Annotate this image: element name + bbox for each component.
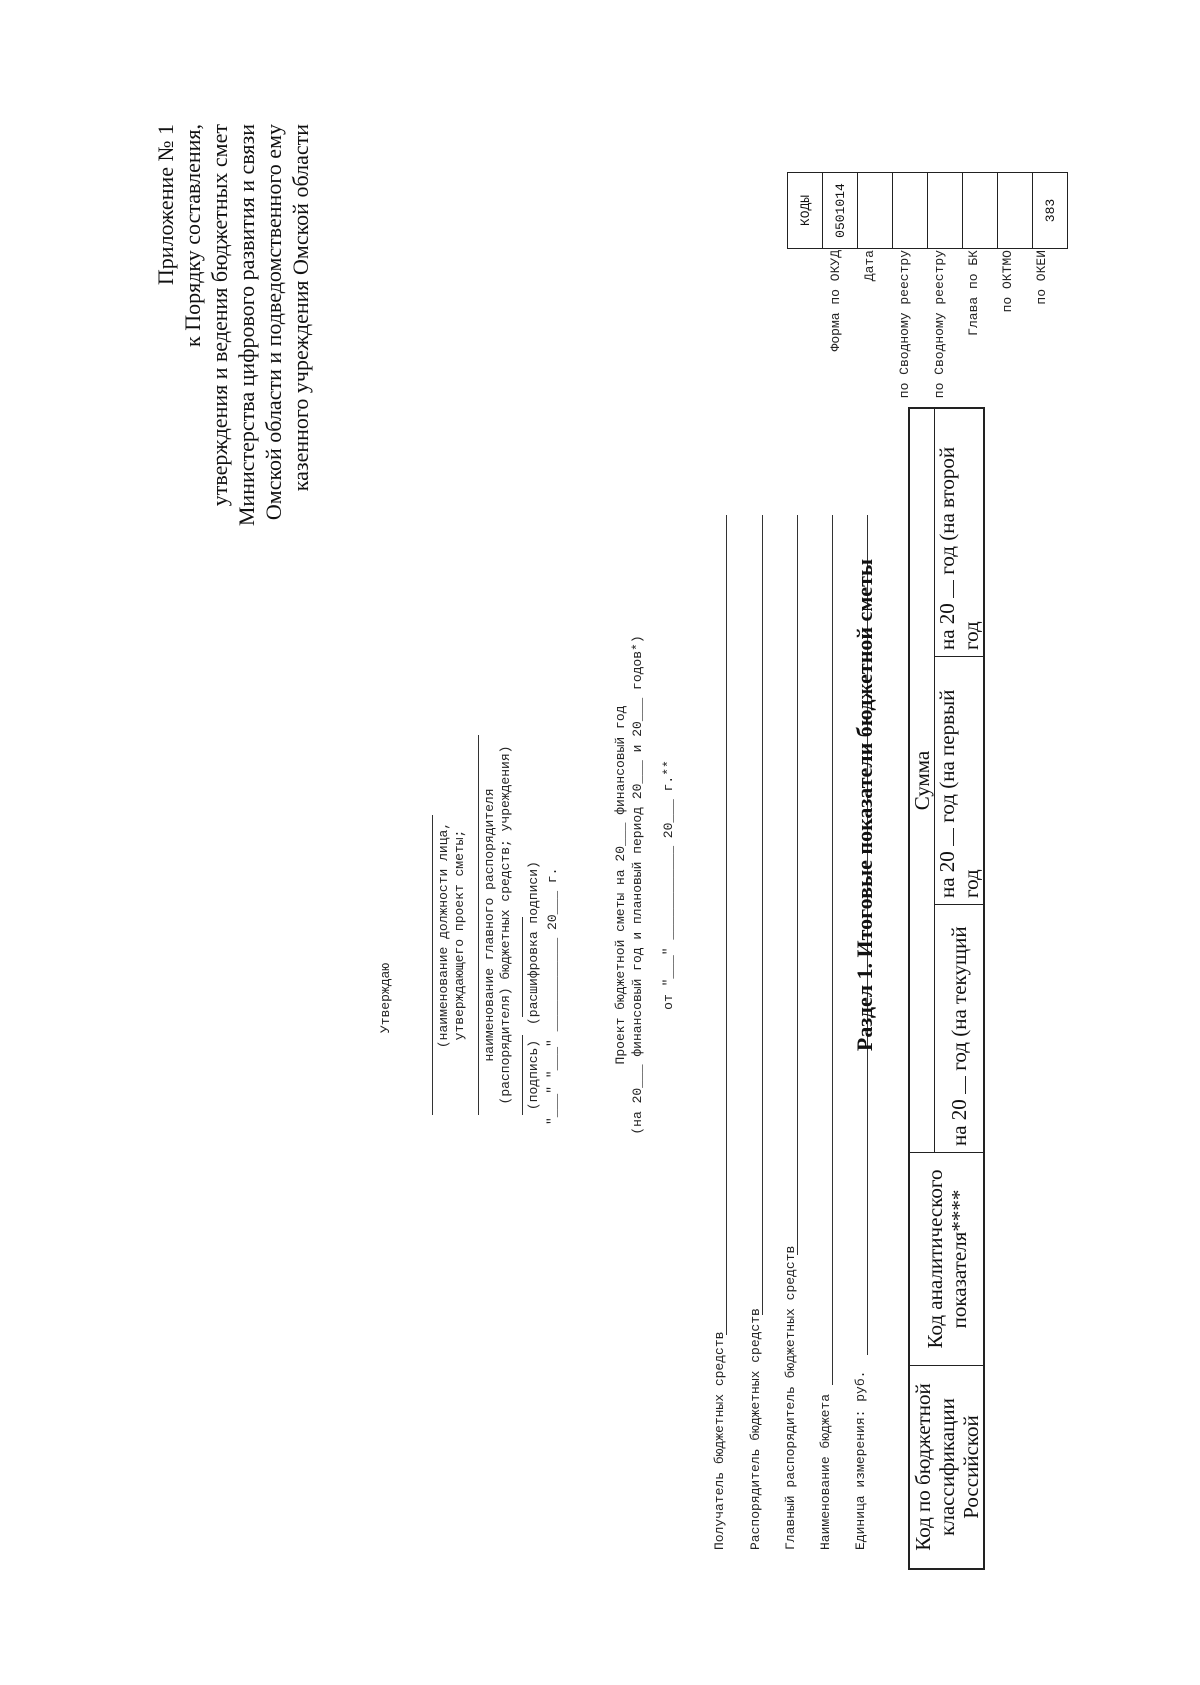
approval-date: "___" "___" ____________ 20___ г. bbox=[545, 867, 560, 1125]
code-bk bbox=[963, 173, 998, 249]
form-label-unit: Единица измерения: руб. bbox=[853, 1370, 868, 1550]
code-label-okei: по ОКЕИ bbox=[1034, 250, 1049, 305]
codes-header: КОДЫ bbox=[788, 173, 823, 249]
code-oktmo bbox=[998, 173, 1033, 249]
code-okud: 0501014 bbox=[823, 173, 858, 249]
header-sum-first bbox=[935, 657, 985, 905]
org-caption: наименование главного распорядителя bbox=[482, 788, 497, 1062]
sign-line bbox=[522, 1035, 523, 1115]
decode-caption: (расшифровка подписи) bbox=[526, 861, 541, 1025]
sum-prefix: на 20 bbox=[935, 851, 959, 898]
appendix-line: утверждения и ведения бюджетных смет bbox=[207, 124, 232, 507]
summary-table bbox=[908, 407, 985, 1570]
header-analytic-code bbox=[909, 1153, 984, 1366]
code-label-bk: Глава по БК bbox=[966, 250, 981, 336]
project-title bbox=[612, 625, 677, 1145]
form-label-manager: Распорядитель бюджетных средств bbox=[748, 1308, 763, 1550]
header-bk-code-line: Код по бюджетной bbox=[910, 1383, 935, 1551]
form-line-chief-manager bbox=[797, 515, 798, 1255]
sum-suffix: год (на первый год bbox=[935, 689, 983, 898]
appendix-note bbox=[152, 124, 314, 884]
appendix-line: к Порядку составления, bbox=[180, 124, 205, 347]
appendix-line: Министерства цифрового развития и связи bbox=[234, 124, 259, 527]
sign-caption: (подпись) bbox=[526, 1039, 541, 1111]
org-caption: (распорядителя) бюджетных средств; учреждения) bbox=[498, 745, 513, 1105]
code-label-okud: Форма по ОКУД bbox=[828, 250, 843, 352]
code-okei: 383 bbox=[1033, 173, 1068, 249]
position-caption: утверждающего проект сметы; bbox=[452, 829, 467, 1041]
project-title-line: (на 20___ финансовый год и плановый период 20___ и 20___ годов*) bbox=[630, 635, 645, 1135]
approval-title: Утверждаю bbox=[378, 962, 393, 1034]
sum-prefix: на 20 bbox=[947, 1099, 971, 1146]
position-caption: (наименование должности лица, bbox=[436, 821, 451, 1049]
code-label-register: по Сводному реестру bbox=[932, 250, 947, 399]
code-register-2 bbox=[928, 173, 963, 249]
code-label-oktmo: по ОКТМО bbox=[1000, 250, 1015, 313]
form-label-chief-manager: Главный распорядитель бюджетных средств bbox=[783, 1245, 798, 1550]
header-bk-code-line: классификации Российской bbox=[934, 1398, 983, 1536]
header-sum: Сумма bbox=[909, 408, 935, 1153]
form-line-budget-name bbox=[832, 515, 833, 1385]
decode-line bbox=[522, 917, 523, 1017]
appendix-line: Приложение № 1 bbox=[153, 124, 178, 286]
code-date bbox=[858, 173, 893, 249]
appendix-line: Омской области и подведомственного ему bbox=[261, 124, 286, 521]
header-sum-second bbox=[935, 408, 985, 657]
sum-suffix: год (на второй год bbox=[935, 446, 983, 650]
code-label-register: по Сводному реестру bbox=[897, 250, 912, 399]
form-label-recipient: Получатель бюджетных средств bbox=[712, 1331, 727, 1550]
position-line bbox=[432, 815, 433, 1115]
header-analytic-code-line: Код аналитического bbox=[922, 1169, 947, 1349]
section-title: Раздел 1. Итоговые показатели бюджетной сметы bbox=[852, 558, 877, 1052]
sum-prefix: на 20 bbox=[935, 603, 959, 650]
sum-suffix: год (на текущий bbox=[947, 926, 971, 1071]
header-sum-current bbox=[935, 905, 985, 1153]
appendix-line: казенного учреждения Омской области bbox=[288, 124, 313, 492]
code-register-1 bbox=[893, 173, 928, 249]
project-date-line: от "___" ____________ 20___ г.** bbox=[661, 760, 676, 1010]
form-label-budget-name: Наименование бюджета bbox=[818, 1393, 833, 1550]
org-line bbox=[478, 735, 479, 1115]
form-line-manager bbox=[762, 515, 763, 1315]
code-label-date: Дата bbox=[862, 250, 877, 282]
project-title-line: Проект бюджетной сметы на 20___ финансовый год bbox=[613, 705, 628, 1065]
header-analytic-code-line: показателя**** bbox=[946, 1189, 971, 1329]
form-line-recipient bbox=[726, 515, 727, 1335]
codes-table bbox=[787, 172, 1068, 249]
header-bk-code bbox=[909, 1366, 984, 1570]
